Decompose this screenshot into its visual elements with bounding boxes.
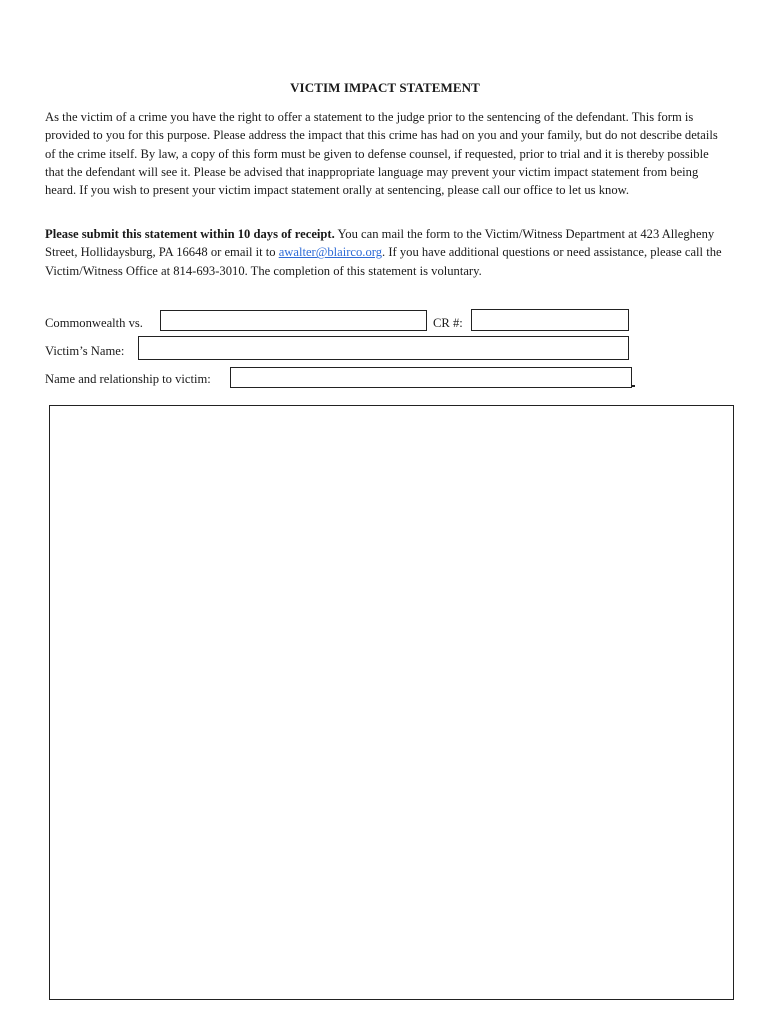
victim-name-label: Victim’s Name: (45, 344, 125, 358)
commonwealth-label: Commonwealth vs. (45, 316, 143, 330)
cr-number-field[interactable] (471, 309, 629, 331)
intro-paragraph: As the victim of a crime you have the right to offer a statement to the judge prior to the sentencing of the defendant. This form is provided to you for this purpose. Please address the impact that this crime has had on you and your family, but do not describe details of the crime itself. By law, a copy of this form must be given to defense counsel, if requested, prior to trial and it is thereby possible that the defendant will see it. Please be advised that inappropriate language may prevent your victim impact statement from being heard. If you wish to present your victim impact statement orally at sentencing, please call our office to let us know. (45, 110, 718, 198)
email-link[interactable]: awalter@blairco.org (278, 245, 383, 260)
submission-contact: . If you have additional questions or need assistance, please call the Victim/Witness Office at 814-693-3010. The completion of this statement is voluntary. (45, 245, 722, 278)
statement-textarea[interactable] (49, 405, 734, 1000)
submission-paragraph (45, 225, 730, 280)
relationship-field[interactable] (230, 367, 632, 388)
line-end-mark (632, 385, 635, 387)
commonwealth-field[interactable] (160, 310, 427, 331)
cr-number-label: CR #: (433, 316, 463, 330)
victim-name-field[interactable] (138, 336, 629, 360)
submission-instructions: You can mail the form to the Victim/Witness Department at 423 Allegheny Street, Hollidaysburg, PA 16648 or email it to (45, 227, 715, 260)
form-title: VICTIM IMPACT STATEMENT (290, 80, 480, 95)
relationship-label: Name and relationship to victim: (45, 372, 211, 386)
submission-deadline: Please submit this statement within 10 days of receipt. (45, 227, 335, 241)
